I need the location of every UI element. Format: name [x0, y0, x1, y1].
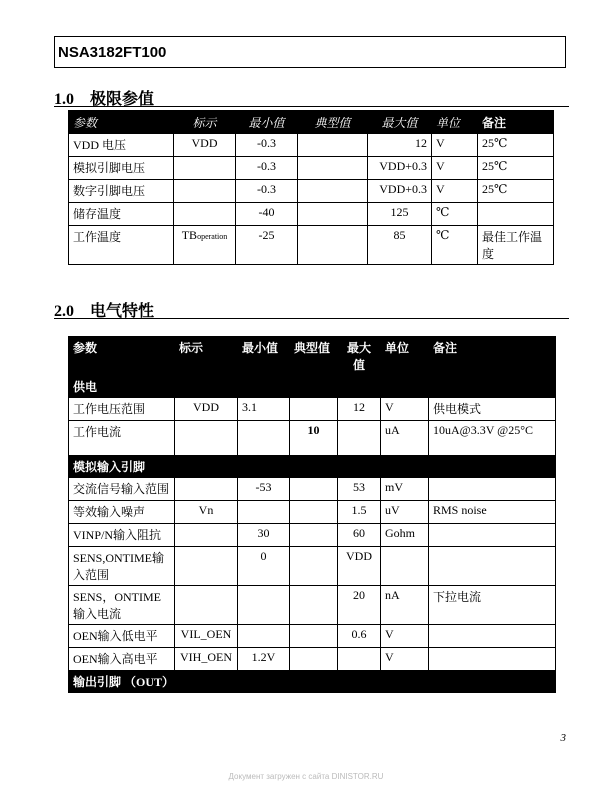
cell: 工作温度	[69, 226, 174, 265]
cell: uA	[381, 421, 429, 456]
table-row	[69, 524, 556, 547]
table-row	[69, 421, 556, 456]
cell: ℃	[432, 226, 478, 265]
cell	[290, 586, 338, 625]
table-row	[69, 157, 554, 180]
cell: 12	[368, 134, 432, 157]
cell	[174, 226, 236, 265]
cell: 工作电压范围	[69, 398, 175, 421]
cell: 工作电流	[69, 421, 175, 456]
cell: VINP/N输入阻抗	[69, 524, 175, 547]
cell: mV	[381, 478, 429, 501]
table-row	[69, 501, 556, 524]
cell	[238, 625, 290, 648]
col-param: 参数	[69, 337, 175, 376]
col-typ: 典型值	[298, 111, 368, 134]
cell: -53	[238, 478, 290, 501]
cell: 20	[338, 586, 381, 625]
section-1-number: 1.0	[54, 91, 74, 108]
cell: 最佳工作温度	[478, 226, 554, 265]
cell: 0	[238, 547, 290, 586]
cell: V	[432, 180, 478, 203]
cell: V	[432, 157, 478, 180]
cell	[238, 586, 290, 625]
cell: V	[381, 648, 429, 671]
cell	[175, 478, 238, 501]
cell: VDD+0.3	[368, 180, 432, 203]
section-2-number: 2.0	[54, 303, 74, 320]
cell: -0.3	[236, 180, 298, 203]
col-min: 最小值	[238, 337, 290, 376]
cell: 供电模式	[429, 398, 556, 421]
col-min: 最小值	[236, 111, 298, 134]
cell	[429, 648, 556, 671]
cell	[381, 547, 429, 586]
cell	[298, 157, 368, 180]
cell: 10uA@3.3V @25°C	[429, 421, 556, 456]
col-symbol: 标示	[174, 111, 236, 134]
cell: V	[432, 134, 478, 157]
table-row	[69, 398, 556, 421]
cell: 3.1	[238, 398, 290, 421]
cell: 10	[290, 421, 338, 456]
cell: 储存温度	[69, 203, 174, 226]
cell	[298, 180, 368, 203]
cell: VDD	[174, 134, 236, 157]
col-param: 参数	[69, 111, 174, 134]
col-unit: 单位	[381, 337, 429, 376]
cell: OEN输入低电平	[69, 625, 175, 648]
cell	[238, 501, 290, 524]
cell	[290, 648, 338, 671]
cell: 1.5	[338, 501, 381, 524]
cell: V	[381, 625, 429, 648]
cell	[290, 547, 338, 586]
group-row-analog	[69, 456, 556, 478]
cell: 85	[368, 226, 432, 265]
cell	[290, 501, 338, 524]
cell: 25℃	[478, 134, 554, 157]
col-unit: 单位	[432, 111, 478, 134]
cell: 53	[338, 478, 381, 501]
cell: V	[381, 398, 429, 421]
page-number: 3	[560, 732, 566, 744]
table-row	[69, 478, 556, 501]
symbol-tb: TB	[181, 228, 198, 242]
group-row-power	[69, 376, 556, 398]
cell: 模拟引脚电压	[69, 157, 174, 180]
cell: 12	[338, 398, 381, 421]
cell: 30	[238, 524, 290, 547]
table-row	[69, 586, 556, 625]
cell: 25℃	[478, 157, 554, 180]
electrical-characteristics-table	[68, 336, 556, 693]
cell	[298, 226, 368, 265]
group-label: 供电	[69, 376, 556, 398]
cell	[290, 478, 338, 501]
cell: 等效输入噪声	[69, 501, 175, 524]
table2-header-row	[69, 337, 556, 376]
cell	[429, 478, 556, 501]
col-symbol: 标示	[175, 337, 238, 376]
section-1-title: 极限参值	[90, 91, 155, 108]
cell	[290, 625, 338, 648]
cell	[429, 524, 556, 547]
cell	[429, 625, 556, 648]
table-row	[69, 134, 554, 157]
cell: Vn	[175, 501, 238, 524]
cell	[290, 398, 338, 421]
cell: -0.3	[236, 134, 298, 157]
table-row	[69, 547, 556, 586]
cell: SENS,ONTIME输入范围	[69, 547, 175, 586]
document-title: NSA3182FT100	[58, 44, 167, 61]
table-row	[69, 203, 554, 226]
group-row-output	[69, 671, 556, 693]
section-2-title: 电气特性	[90, 303, 155, 320]
cell: VIH_OEN	[175, 648, 238, 671]
cell	[238, 421, 290, 456]
cell: VDD 电压	[69, 134, 174, 157]
cell	[298, 134, 368, 157]
cell: ℃	[432, 203, 478, 226]
cell	[175, 421, 238, 456]
cell: uV	[381, 501, 429, 524]
cell	[175, 547, 238, 586]
col-note: 备注	[429, 337, 556, 376]
group-label: 模拟输入引脚	[69, 456, 556, 478]
cell: 交流信号输入范围	[69, 478, 175, 501]
cell	[174, 180, 236, 203]
cell: 125	[368, 203, 432, 226]
absolute-max-table	[68, 110, 554, 265]
table-row	[69, 648, 556, 671]
cell	[174, 157, 236, 180]
cell: VDD	[338, 547, 381, 586]
cell: VDD+0.3	[368, 157, 432, 180]
group-label: 输出引脚 （OUT）	[69, 671, 556, 693]
cell: 下拉电流	[429, 586, 556, 625]
cell	[174, 203, 236, 226]
symbol-subscript: operation	[197, 232, 228, 241]
cell	[298, 203, 368, 226]
cell: 60	[338, 524, 381, 547]
cell: nA	[381, 586, 429, 625]
cell	[290, 524, 338, 547]
col-max: 最大值	[338, 337, 381, 376]
table1-header-row	[69, 111, 554, 134]
cell: VIL_OEN	[175, 625, 238, 648]
table-row	[69, 226, 554, 265]
table-row	[69, 180, 554, 203]
cell: -25	[236, 226, 298, 265]
cell	[175, 586, 238, 625]
cell: 1.2V	[238, 648, 290, 671]
cell: SENS，ONTIME输入电流	[69, 586, 175, 625]
cell: -0.3	[236, 157, 298, 180]
cell: 0.6	[338, 625, 381, 648]
table-row	[69, 625, 556, 648]
cell: VDD	[175, 398, 238, 421]
col-typ: 典型值	[290, 337, 338, 376]
cell: -40	[236, 203, 298, 226]
col-max: 最大值	[368, 111, 432, 134]
footer-watermark: Документ загружен с сайта DINISTOR.RU	[228, 772, 384, 781]
section-1-rule	[54, 106, 569, 107]
cell	[338, 421, 381, 456]
col-note: 备注	[478, 111, 554, 134]
cell: RMS noise	[429, 501, 556, 524]
cell: OEN输入高电平	[69, 648, 175, 671]
cell	[175, 524, 238, 547]
cell: 数字引脚电压	[69, 180, 174, 203]
cell	[338, 648, 381, 671]
cell: 25℃	[478, 180, 554, 203]
section-2-rule	[54, 318, 569, 319]
cell	[478, 203, 554, 226]
cell: Gohm	[381, 524, 429, 547]
cell	[429, 547, 556, 586]
